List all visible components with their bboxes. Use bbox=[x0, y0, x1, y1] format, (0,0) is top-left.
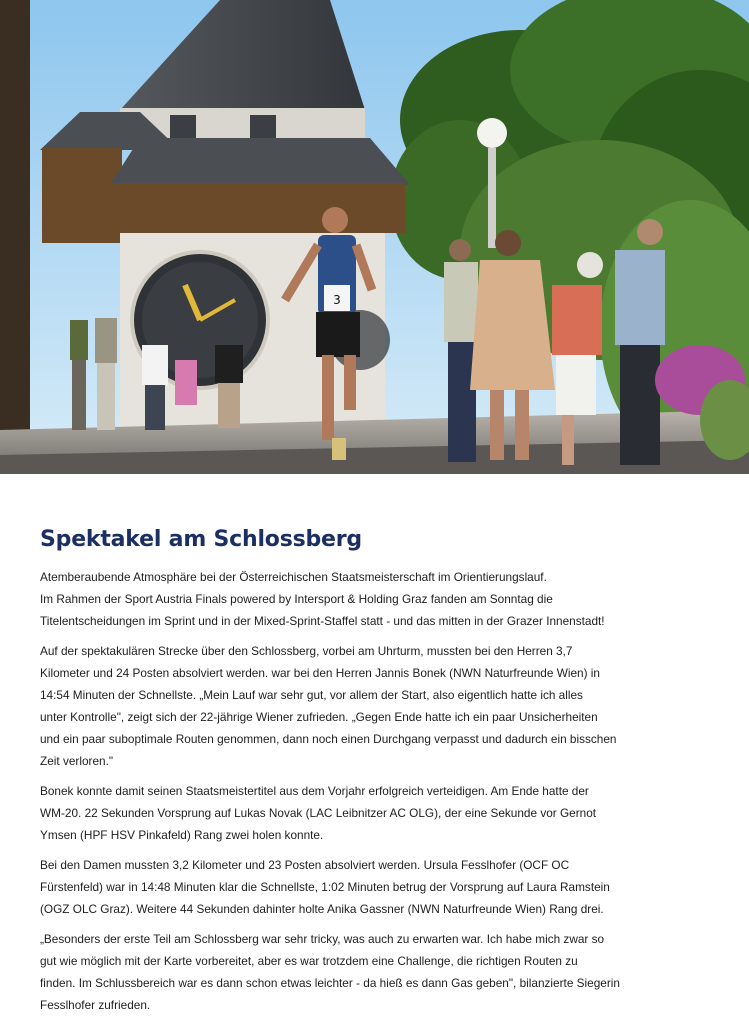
paragraph-line: Atemberaubende Atmosphäre bei der Österreichischen Staatsmeisterschaft im Orientierungslauf. bbox=[40, 570, 547, 584]
hero-photo bbox=[0, 0, 749, 474]
paragraph-line: Im Rahmen der Sport Austria Finals powered by Intersport & Holding Graz fanden am Sonntag die bbox=[40, 592, 553, 606]
paragraph-line: 14:54 Minuten der Schnellste. „Mein Lauf war sehr gut, vor allem der Start, also eigentlich hatte ich alles bbox=[40, 688, 583, 702]
paragraph-line: gut wie möglich mit der Karte vorbereitet, aber es war trotzdem eine Challenge, die richtigen Routen zu bbox=[40, 954, 578, 968]
paragraph-line: Kilometer und 24 Posten absolviert werden. war bei den Herren Jannis Bonek (NWN Naturfreunde Wien) in bbox=[40, 666, 600, 680]
paragraph-line: Zeit verloren." bbox=[40, 754, 114, 768]
paragraph-line: Ymsen (HPF HSV Pinkafeld) Rang zwei holen konnte. bbox=[40, 828, 324, 842]
paragraph-line: „Besonders der erste Teil am Schlossberg war sehr tricky, was auch zu erwarten war. Ich habe mich zwar so bbox=[40, 932, 605, 946]
paragraph-line: Bonek konnte damit seinen Staatsmeistertitel aus dem Vorjahr erfolgreich verteidigen. Am Ende hatte der bbox=[40, 784, 589, 798]
paragraph-line: und ein paar suboptimale Routen genommen, dann noch einen Durchgang verpasst und dadurch ein bisschen bbox=[40, 732, 617, 746]
article-paragraph bbox=[40, 566, 605, 632]
article bbox=[40, 526, 620, 1019]
paragraph-line: WM-20. 22 Sekunden Vorsprung auf Lukas Novak (LAC Leibnitzer AC OLG), der eine Sekunde vor Gernot bbox=[40, 806, 597, 820]
article-paragraph bbox=[40, 928, 620, 1016]
article-body bbox=[40, 566, 620, 1016]
article-paragraph bbox=[40, 780, 600, 846]
article-paragraph bbox=[40, 854, 610, 920]
paragraph-line: unter Kontrolle", zeigt sich der 22-jährige Wiener zufrieden. „Gegen Ende hatte ich ein paar Unsicherheiten bbox=[40, 710, 598, 724]
runner-bib-number: 3 bbox=[333, 293, 341, 307]
paragraph-line: Auf der spektakulären Strecke über den Schlossberg, vorbei am Uhrturm, mussten bei den Herren 3,7 bbox=[40, 644, 573, 658]
paragraph-line: (OGZ OLC Graz). Weitere 44 Sekunden dahinter holte Anika Gassner (NWN Naturfreunde Wien) Rang drei. bbox=[40, 902, 604, 916]
article-headline: Spektakel am Schlossberg bbox=[40, 527, 362, 552]
paragraph-line: Fürstenfeld) war in 14:48 Minuten klar die Schnellste, 1:02 Minuten betrug der Vorsprung auf Laura Ramstein bbox=[40, 880, 610, 894]
article-paragraph bbox=[40, 640, 617, 772]
paragraph-line: Fesslhofer zufrieden. bbox=[40, 998, 151, 1012]
paragraph-line: Titelentscheidungen im Sprint und in der Mixed-Sprint-Staffel statt - und das mitten in der Grazer Innenstadt! bbox=[40, 614, 605, 628]
paragraph-line: Bei den Damen mussten 3,2 Kilometer und 23 Posten absolviert werden. Ursula Fesslhofer (OCF OC bbox=[40, 858, 570, 872]
paragraph-line: finden. Im Schlussbereich war es dann schon etwas leichter - da hieß es dann Gas geben", bilanzierte Siegerin bbox=[40, 976, 620, 990]
photo-clock-tower-runner-icon bbox=[0, 0, 749, 474]
